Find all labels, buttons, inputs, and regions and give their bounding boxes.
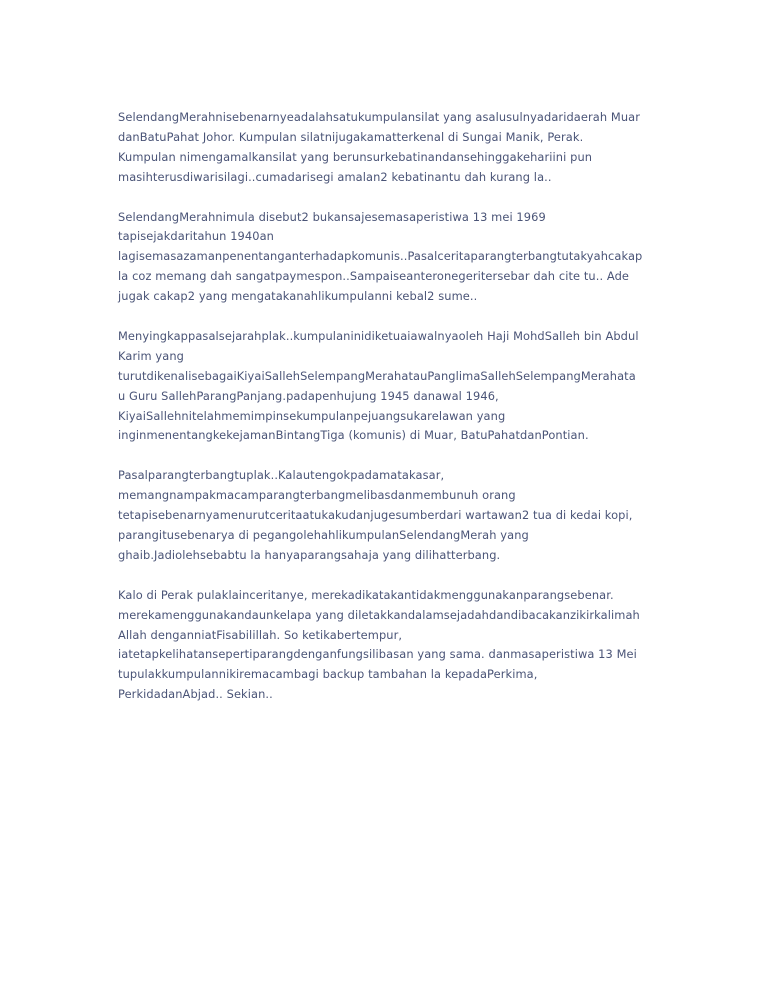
text-line: la coz memang dah sangatpaymespon..Sampaiseanteronegeritersebar dah cite tu.. Ade [118,269,630,284]
paragraph-5 [118,586,658,705]
text-line: danBatuPahat Johor. Kumpulan silatnijugakamatterkenal di Sungai Manik, Perak. [118,129,584,144]
text-line: Pasalparangterbangtuplak..Kalautengokpadamatakasar, [118,468,445,483]
text-line: Karim yang [118,348,184,363]
text-line: masihterusdiwarisilagi..cumadarisegi amalan2 kebatinantu dah kurang la.. [118,169,552,184]
text-line: memangnampakmacamparangterbangmelibasdanmembunuh orang [118,488,516,503]
text-line: Kumpulan nimengamalkansilat yang berunsurkebatinandansehinggakehariini pun [118,149,593,164]
text-line: inginmenentangkekejamanBintangTiga (komunis) di Muar, BatuPahatdanPontian. [118,428,589,443]
text-line: Allah denganniatFisabilillah. So ketikabertempur, [118,627,403,642]
paragraph-2 [118,208,658,308]
text-line: u Guru SallehParangPanjang.padapenhujung 1945 danawal 1946, [118,388,499,403]
text-line: lagisemasazamanpenentanganterhadapkomunis..Pasalceritaparangterbangtutakyahcakap [118,249,643,264]
text-line: PerkidadanAbjad.. Sekian.. [118,687,273,702]
text-line: ghaib.Jadiolehsebabtu la hanyaparangsahaja yang dilihatterbang. [118,547,501,562]
text-line: Kalo di Perak pulaklainceritanye, merekadikatakantidakmenggunakanparangsebenar. [118,587,614,602]
text-line: iatetapkelihatansepertiparangdenganfungsilibasan yang sama. danmasaperistiwa 13 Mei [118,647,637,662]
text-line: merekamenggunakandaunkelapa yang diletakkandalamsejadahdandibacakanzikirkalimah [118,607,640,622]
text-line: KiyaiSallehnitelahmemimpinsekumpulanpejuangsukarelawan yang [118,408,506,423]
paragraph-3 [118,327,658,446]
text-line: parangitusebenarya di pegangolehahlikumpulanSelendangMerah yang [118,527,529,542]
paragraph-4 [118,466,658,566]
text-line: SelendangMerahnisebenarnyeadalahsatukumpulansilat yang asalusulnyadaridaerah Muar [118,110,641,124]
text-line: Menyingkappasalsejarahplak..kumpulaninidiketuaiawalnyaoleh Haji MohdSalleh bin Abdul [118,328,639,343]
text-line: tetapisebenarnyamenurutceritaatukakudanjugesumberdari wartawan2 tua di kedai kopi, [118,508,633,523]
text-line: SelendangMerahnimula disebut2 bukansajesemasaperistiwa 13 mei 1969 [118,209,546,224]
text-line: tupulakkumpulannikiremacambagi backup tambahan la kepadaPerkima, [118,667,538,682]
text-line: jugak cakap2 yang mengatakanahlikumpulanni kebal2 sume.. [118,289,478,304]
paragraph-1 [118,108,658,188]
document-body [118,108,658,725]
text-line: turutdikenalisebagaiKiyaiSallehSelempangMerahatauPanglimaSallehSelempangMerahata [118,368,636,383]
text-line: tapisejakdaritahun 1940an [118,229,274,244]
